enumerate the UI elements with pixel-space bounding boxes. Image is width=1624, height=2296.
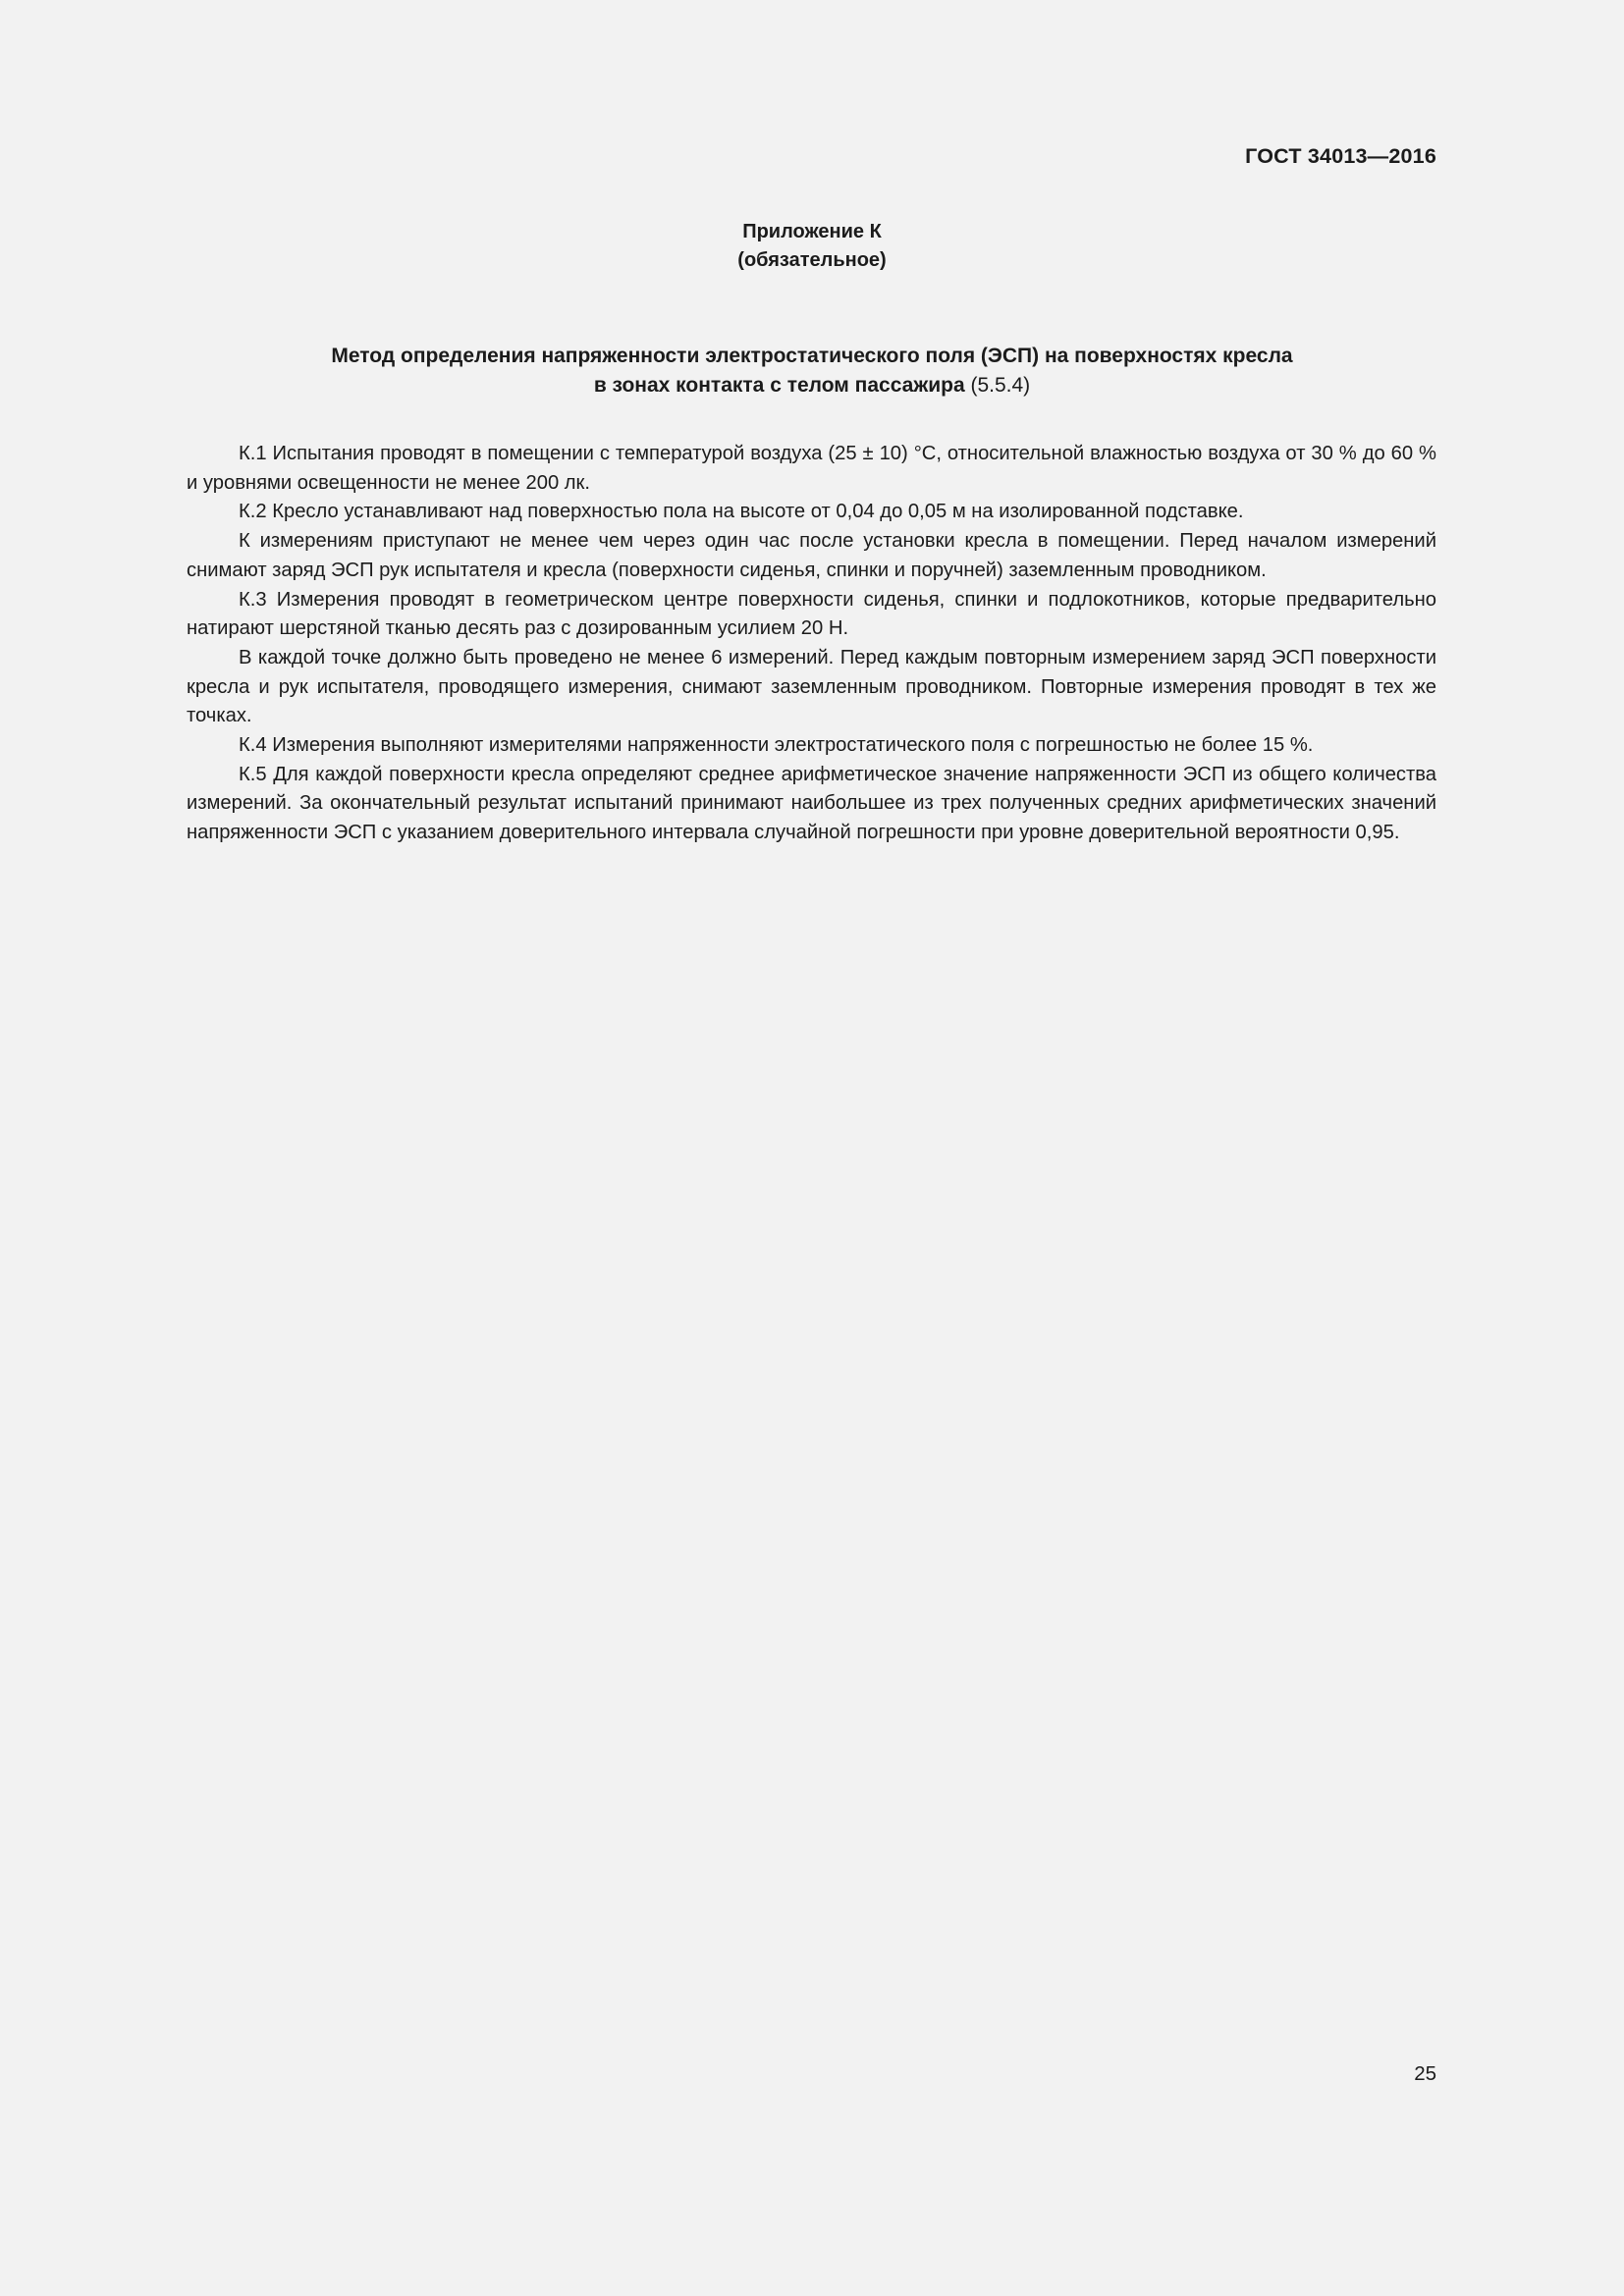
- clause-paragraph-k2-continuation: К измерениям приступают не менее чем через один час после установки кресла в помещении. Перед началом измерений снимают заряд ЭСП рук испытателя и кресла (поверхности сиденья, спинки и поручней) заземленным проводником.: [187, 530, 1436, 581]
- running-header-standard-number: ГОСТ 34013—2016: [1245, 144, 1436, 168]
- page-title-line-2-main: в зонах контакта с телом пассажира: [593, 374, 965, 397]
- clause-body: [187, 440, 1436, 848]
- clause-paragraph-k3: К.3 Измерения проводят в геометрическом центре поверхности сиденья, спинки и подлокотников, которые предварительно натирают шерстяной тканью десять раз с дозированным усилием 20 Н.: [187, 588, 1436, 640]
- page-title: [137, 342, 1487, 400]
- appendix-caption: [188, 218, 1436, 275]
- page-title-clause-reference-value: (5.5.4): [970, 374, 1031, 397]
- page-title-line-2: [137, 371, 1487, 400]
- page-number: 25: [1414, 2062, 1436, 2085]
- clause-paragraph-k4: К.4 Измерения выполняют измерителями напряженности электростатического поля с погрешностью не более 15 %.: [239, 734, 1314, 757]
- clause-paragraph-k3-continuation: В каждой точке должно быть проведено не менее 6 измерений. Перед каждым повторным измерением заряд ЭСП поверхности кресла и рук испытателя, проводящего измерения, снимают заземленным проводником. Повторные измерения проводят в тех же точках.: [187, 646, 1436, 727]
- clause-paragraph-k5: К.5 Для каждой поверхности кресла определяют среднее арифметическое значение напряженности ЭСП из общего количества измерений. За окончательный результат испытаний принимают наибольшее из трех полученных средних арифметических значений напряженности ЭСП с указанием доверительного интервала случайной погрешности при уровне доверительной вероятности 0,95.: [187, 763, 1436, 844]
- clause-paragraph-k2: К.2 Кресло устанавливают над поверхностью пола на высоте от 0,04 до 0,05 м на изолированной подставке.: [239, 501, 1244, 523]
- appendix-label: Приложение К: [742, 221, 882, 242]
- appendix-status: (обязательное): [737, 249, 887, 271]
- clause-paragraph-k1: К.1 Испытания проводят в помещении с температурой воздуха (25 ± 10) °C, относительной влажностью воздуха от 30 % до 60 % и уровнями освещенности не менее 200 лк.: [187, 443, 1436, 494]
- page-title-line-1: Метод определения напряженности электростатического поля (ЭСП) на поверхностях кресла: [331, 345, 1293, 367]
